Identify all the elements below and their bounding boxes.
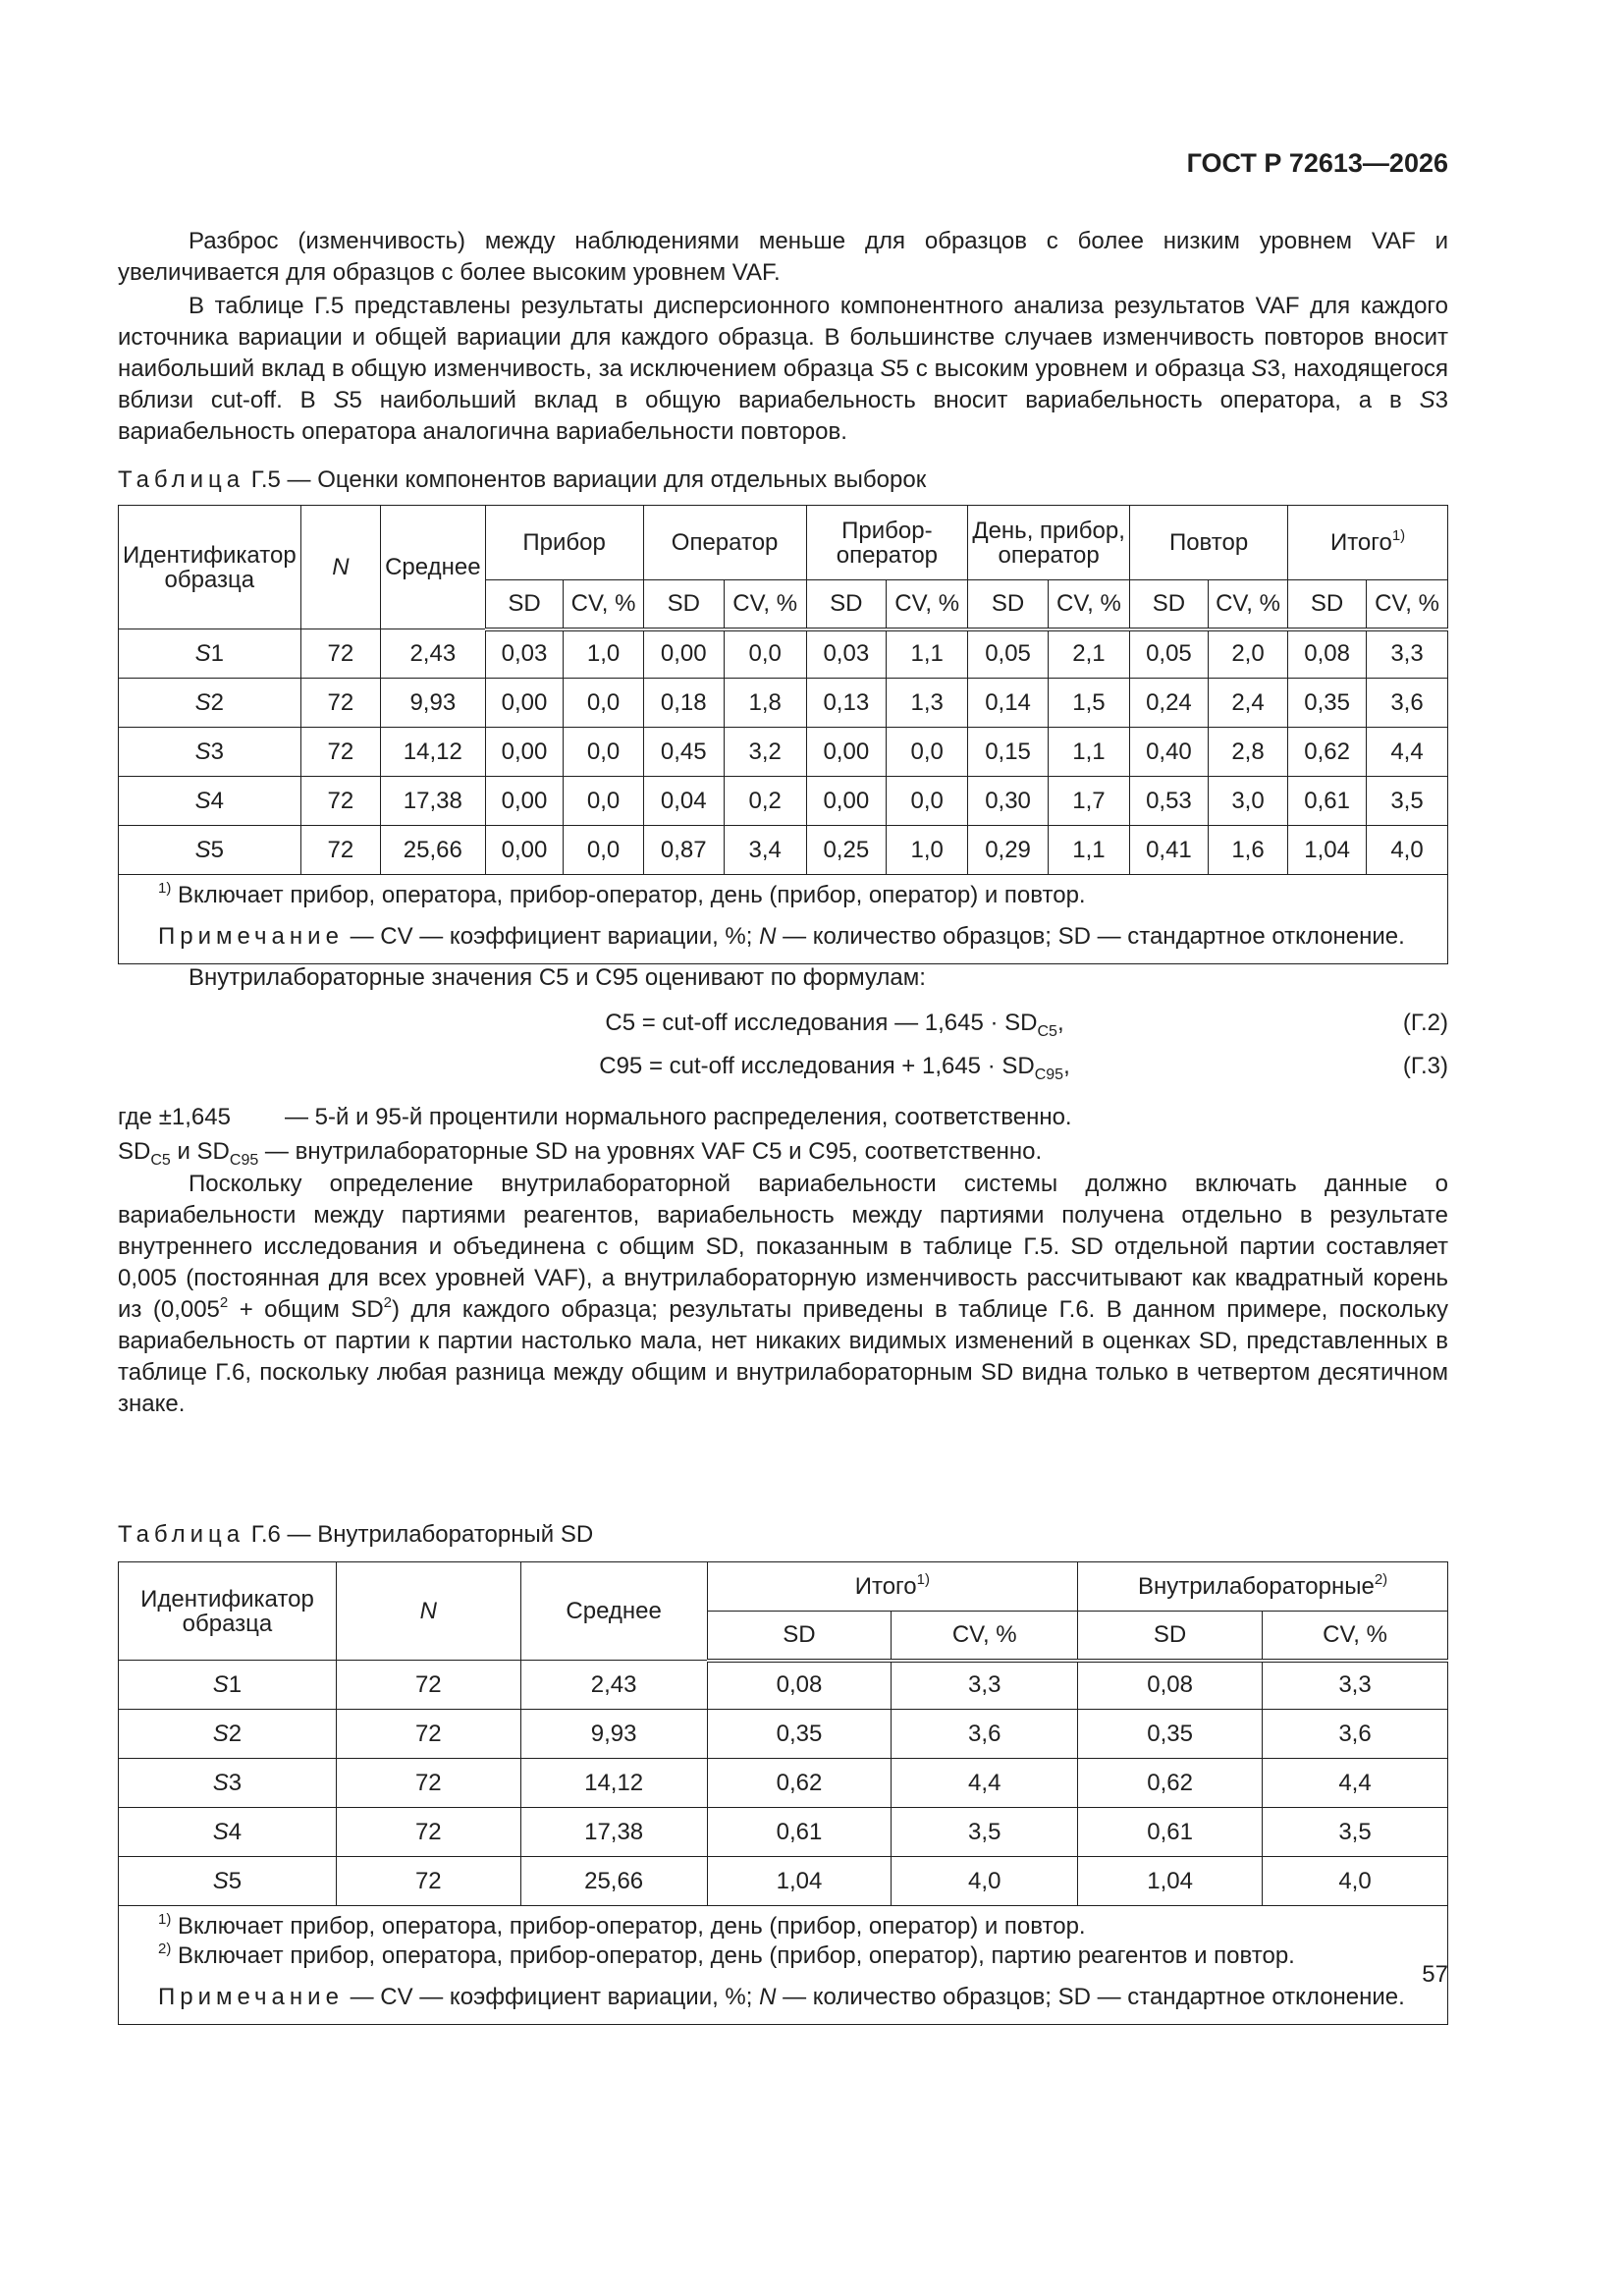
value-cell: 0,30 <box>968 777 1049 826</box>
value-cell: 0,00 <box>485 777 564 826</box>
table5-footnotes <box>119 875 1448 964</box>
table6-footnote-1: $^{1)}$ Включает прибор, оператора, прибор-оператор, день (прибор, оператор) и повтор. <box>158 1911 1086 1940</box>
table5-header-repeat: Повтор <box>1129 506 1287 580</box>
value-cell: 4,0 <box>1263 1857 1448 1906</box>
value-cell: 3,6 <box>1263 1710 1448 1759</box>
value-cell: 0,0 <box>564 679 643 728</box>
table5-row <box>119 777 1448 826</box>
value-cell: 0,25 <box>806 826 887 875</box>
table5-sd: SD <box>1129 580 1208 629</box>
value-cell: 0,18 <box>643 679 724 728</box>
value-cell: 3,5 <box>1367 777 1448 826</box>
value-cell: 3,4 <box>724 826 806 875</box>
sample-id-cell: S3 <box>119 1759 337 1808</box>
table5-footnote: $^{1)}$ Включает прибор, оператора, прибор-оператор, день (прибор, оператор) и повтор. <box>158 880 1086 908</box>
value-cell: 0,00 <box>485 728 564 777</box>
table5-sd: SD <box>485 580 564 629</box>
value-cell: 1,8 <box>724 679 806 728</box>
value-cell: 0,05 <box>1129 629 1208 679</box>
value-cell: 0,29 <box>968 826 1049 875</box>
value-cell: 0,15 <box>968 728 1049 777</box>
sample-id-cell: S3 <box>119 728 301 777</box>
value-cell: 0,0 <box>564 777 643 826</box>
value-cell: 3,3 <box>1367 629 1448 679</box>
value-cell: 0,62 <box>1288 728 1367 777</box>
table5-caption: Таблица Г.5 — Оценки компонентов вариации для отдельных выборок <box>118 466 927 493</box>
value-cell: 3,5 <box>892 1808 1078 1857</box>
value-cell: 0,53 <box>1129 777 1208 826</box>
value-cell: 2,1 <box>1048 629 1129 679</box>
table6-body <box>119 1661 1448 1906</box>
formula-g3-text: C95 = cut-off исследования + $1,645 \cdot SD_{C95}$, <box>599 1053 1070 1083</box>
table5-sd: SD <box>643 580 724 629</box>
value-cell: 0,08 <box>1078 1661 1263 1710</box>
value-cell: 72 <box>300 679 380 728</box>
value-cell: 17,38 <box>381 777 485 826</box>
table6 <box>118 1561 1448 2025</box>
table6-row <box>119 1808 1448 1857</box>
value-cell: 72 <box>336 1710 520 1759</box>
value-cell: 0,41 <box>1129 826 1208 875</box>
value-cell: 72 <box>300 777 380 826</box>
value-cell: 0,08 <box>707 1661 892 1710</box>
value-cell: 2,8 <box>1208 728 1287 777</box>
table5-header-day: День, прибор, оператор <box>968 506 1130 580</box>
value-cell: 1,1 <box>1048 826 1129 875</box>
table6-caption: Таблица Г.6 — Внутрилабораторный SD <box>118 1521 594 1548</box>
formula-g3 <box>118 1051 1448 1086</box>
value-cell: 1,0 <box>564 629 643 679</box>
value-cell: 1,5 <box>1048 679 1129 728</box>
sample-id-cell: S5 <box>119 826 301 875</box>
value-cell: 1,6 <box>1208 826 1287 875</box>
value-cell: 0,35 <box>1078 1710 1263 1759</box>
intro-text <box>118 226 1448 448</box>
table5-cv: CV, % <box>1208 580 1287 629</box>
value-cell: 3,3 <box>1263 1661 1448 1710</box>
table5-cv: CV, % <box>887 580 968 629</box>
table5-row <box>119 679 1448 728</box>
table5-sd: SD <box>806 580 887 629</box>
table5-sd: SD <box>1288 580 1367 629</box>
value-cell: 4,4 <box>1367 728 1448 777</box>
table6-header-id: Идентификатор образца <box>119 1562 337 1661</box>
value-cell: 1,1 <box>1048 728 1129 777</box>
value-cell: 1,04 <box>1078 1857 1263 1906</box>
value-cell: 72 <box>336 1857 520 1906</box>
value-cell: 0,40 <box>1129 728 1208 777</box>
formula-g3-number: (Г.3) <box>1402 1053 1448 1079</box>
table6-header-n: N <box>336 1562 520 1661</box>
legend-row-2: $SD_{C5}$ и $SD_{C95}$ — внутрилабораторные SD на уровнях VAF C5 и C95, соответственно. <box>118 1138 1043 1169</box>
value-cell: 0,61 <box>707 1808 892 1857</box>
value-cell: 3,5 <box>1263 1808 1448 1857</box>
value-cell: 2,43 <box>381 629 485 679</box>
value-cell: 9,93 <box>381 679 485 728</box>
value-cell: 4,4 <box>1263 1759 1448 1808</box>
table5-header-instrument: Прибор <box>485 506 643 580</box>
table6-cv: CV, % <box>1263 1612 1448 1661</box>
table5-row <box>119 826 1448 875</box>
sample-id-cell: S1 <box>119 1661 337 1710</box>
table5-cv: CV, % <box>724 580 806 629</box>
value-cell: 14,12 <box>520 1759 707 1808</box>
table5-row <box>119 629 1448 679</box>
value-cell: 0,08 <box>1288 629 1367 679</box>
table5-cv: CV, % <box>1048 580 1129 629</box>
formula-g2-text: C5 = cut-off исследования — $1,645 \cdot SD_{C5}$, <box>605 1010 1064 1040</box>
value-cell: 72 <box>336 1661 520 1710</box>
formula-g2-number: (Г.2) <box>1402 1010 1448 1036</box>
table5-body <box>119 629 1448 875</box>
value-cell: 3,3 <box>892 1661 1078 1710</box>
sample-id-cell: S2 <box>119 1710 337 1759</box>
table6-row <box>119 1661 1448 1710</box>
value-cell: 0,24 <box>1129 679 1208 728</box>
value-cell: 0,00 <box>485 826 564 875</box>
value-cell: 4,4 <box>892 1759 1078 1808</box>
value-cell: 0,0 <box>724 629 806 679</box>
value-cell: 0,0 <box>564 826 643 875</box>
value-cell: 0,35 <box>1288 679 1367 728</box>
table6-header-total: Итого$^{1)}$ <box>707 1562 1078 1612</box>
value-cell: 0,0 <box>564 728 643 777</box>
table5 <box>118 505 1448 964</box>
sample-id-cell: S4 <box>119 777 301 826</box>
table6-row <box>119 1857 1448 1906</box>
sample-id-cell: S2 <box>119 679 301 728</box>
table5-cv: CV, % <box>1367 580 1448 629</box>
value-cell: 1,04 <box>1288 826 1367 875</box>
value-cell: 2,0 <box>1208 629 1287 679</box>
value-cell: 3,0 <box>1208 777 1287 826</box>
table5-header-operator: Оператор <box>643 506 806 580</box>
value-cell: 0,0 <box>887 728 968 777</box>
value-cell: 72 <box>336 1808 520 1857</box>
value-cell: 0,00 <box>485 679 564 728</box>
value-cell: 3,2 <box>724 728 806 777</box>
value-cell: 1,04 <box>707 1857 892 1906</box>
value-cell: 2,4 <box>1208 679 1287 728</box>
value-cell: 72 <box>336 1759 520 1808</box>
value-cell: 0,35 <box>707 1710 892 1759</box>
table5-header-total: Итого$^{1)}$ <box>1288 506 1448 580</box>
value-cell: 72 <box>300 728 380 777</box>
value-cell: 0,00 <box>806 728 887 777</box>
table6-header-intralab: Внутрилабораторные$^{2)}$ <box>1078 1562 1448 1612</box>
value-cell: 0,14 <box>968 679 1049 728</box>
table5-row <box>119 728 1448 777</box>
value-cell: 0,62 <box>707 1759 892 1808</box>
paragraph-3: Поскольку определение внутрилабораторной вариабельности системы должно включать данные о вариабельности между партиями реагентов, вариабельность между партиями получена отдельно в результате внутреннего исследования и объединена с общим SD, показанным в таблице Г.5. SD отдельной партии составляет 0,005 (постоянная для всех уровней VAF), а внутрилабораторную изменчивость рассчитывают как квадратный корень из ($0,005^2$ + общим $SD^2$) для каждого образца; результаты приведены в таблице Г.6. В данном примере, поскольку вариабельность от партии к партии настолько мала, нет никаких видимых изменений в оценках SD, представленных в таблице Г.6, поскольку любая разница между общим и внутрилабораторным SD видна только в четвертом десятичном знаке. <box>118 1171 1448 1417</box>
value-cell: 72 <box>300 629 380 679</box>
table6-sd: SD <box>1078 1612 1263 1661</box>
value-cell: 9,93 <box>520 1710 707 1759</box>
value-cell: 0,61 <box>1288 777 1367 826</box>
value-cell: 2,43 <box>520 1661 707 1710</box>
table6-note: Примечание — CV — коэффициент вариации, %; N — количество образцов; SD — стандартное отклонение. <box>158 1984 1405 2010</box>
value-cell: 0,05 <box>968 629 1049 679</box>
table5-header-mean: Среднее <box>381 506 485 629</box>
value-cell: 0,62 <box>1078 1759 1263 1808</box>
formula-legend <box>118 1102 1448 1168</box>
table6-cv: CV, % <box>892 1612 1078 1661</box>
table6-footnote-2: $^{2)}$ Включает прибор, оператора, прибор-оператор, день (прибор, оператор), партию реагентов и повтор. <box>158 1941 1295 1969</box>
value-cell: 25,66 <box>381 826 485 875</box>
sample-id-cell: S1 <box>119 629 301 679</box>
value-cell: 1,7 <box>1048 777 1129 826</box>
table5-header-n: N <box>300 506 380 629</box>
paragraph-1: Разброс (изменчивость) между наблюдениями меньше для образцов с более низким уровнем VAF и увеличивается для образцов с более высоким уровнем VAF. <box>118 228 1448 286</box>
table5-header-id: Идентификатор образца <box>119 506 301 629</box>
value-cell: 1,0 <box>887 826 968 875</box>
table5-sd: SD <box>968 580 1049 629</box>
value-cell: 72 <box>300 826 380 875</box>
value-cell: 0,04 <box>643 777 724 826</box>
value-cell: 0,03 <box>485 629 564 679</box>
value-cell: 0,61 <box>1078 1808 1263 1857</box>
value-cell: 3,6 <box>1367 679 1448 728</box>
table6-row <box>119 1710 1448 1759</box>
value-cell: 14,12 <box>381 728 485 777</box>
value-cell: 0,87 <box>643 826 724 875</box>
value-cell: 0,00 <box>643 629 724 679</box>
formula-g2 <box>118 1008 1448 1043</box>
table5-header-instrument-operator: Прибор-оператор <box>806 506 968 580</box>
page-number: 57 <box>1422 1961 1448 1988</box>
value-cell: 4,0 <box>892 1857 1078 1906</box>
value-cell: 1,3 <box>887 679 968 728</box>
value-cell: 0,03 <box>806 629 887 679</box>
value-cell: 17,38 <box>520 1808 707 1857</box>
value-cell: 4,0 <box>1367 826 1448 875</box>
table6-row <box>119 1759 1448 1808</box>
value-cell: 0,0 <box>887 777 968 826</box>
sample-id-cell: S5 <box>119 1857 337 1906</box>
table6-header-mean: Среднее <box>520 1562 707 1661</box>
value-cell: 1,1 <box>887 629 968 679</box>
value-cell: 0,45 <box>643 728 724 777</box>
value-cell: 0,00 <box>806 777 887 826</box>
legend-row-1: где ±1,645 — 5-й и 95-й процентили нормального распределения, соответственно. <box>118 1104 1072 1130</box>
formulas-intro: Внутрилабораторные значения C5 и C95 оценивают по формулам: <box>189 964 926 991</box>
table5-note: Примечание — CV — коэффициент вариации, %; N — количество образцов; SD — стандартное отклонение. <box>158 923 1405 950</box>
table6-footnotes <box>119 1906 1448 2025</box>
document-code: ГОСТ Р 72613—2026 <box>1186 148 1448 178</box>
value-cell: 3,6 <box>892 1710 1078 1759</box>
value-cell: 25,66 <box>520 1857 707 1906</box>
paragraph-2: В таблице Г.5 представлены результаты дисперсионного компонентного анализа результатов VAF для каждого источника вариации и общей вариации для каждого образца. В большинстве случаев изменчивость повторов вносит наибольший вклад в общую изменчивость, за исключением образца S5 с высоким уровнем и образца S3, находящегося вблизи cut-off. В S5 наибольший вклад в общую вариабельность вносит вариабельность оператора, а в S3 вариабельность оператора аналогична вариабельности повторов. <box>118 293 1449 445</box>
table5-cv: CV, % <box>564 580 643 629</box>
value-cell: 0,2 <box>724 777 806 826</box>
sample-id-cell: S4 <box>119 1808 337 1857</box>
table6-sd: SD <box>707 1612 892 1661</box>
value-cell: 0,13 <box>806 679 887 728</box>
